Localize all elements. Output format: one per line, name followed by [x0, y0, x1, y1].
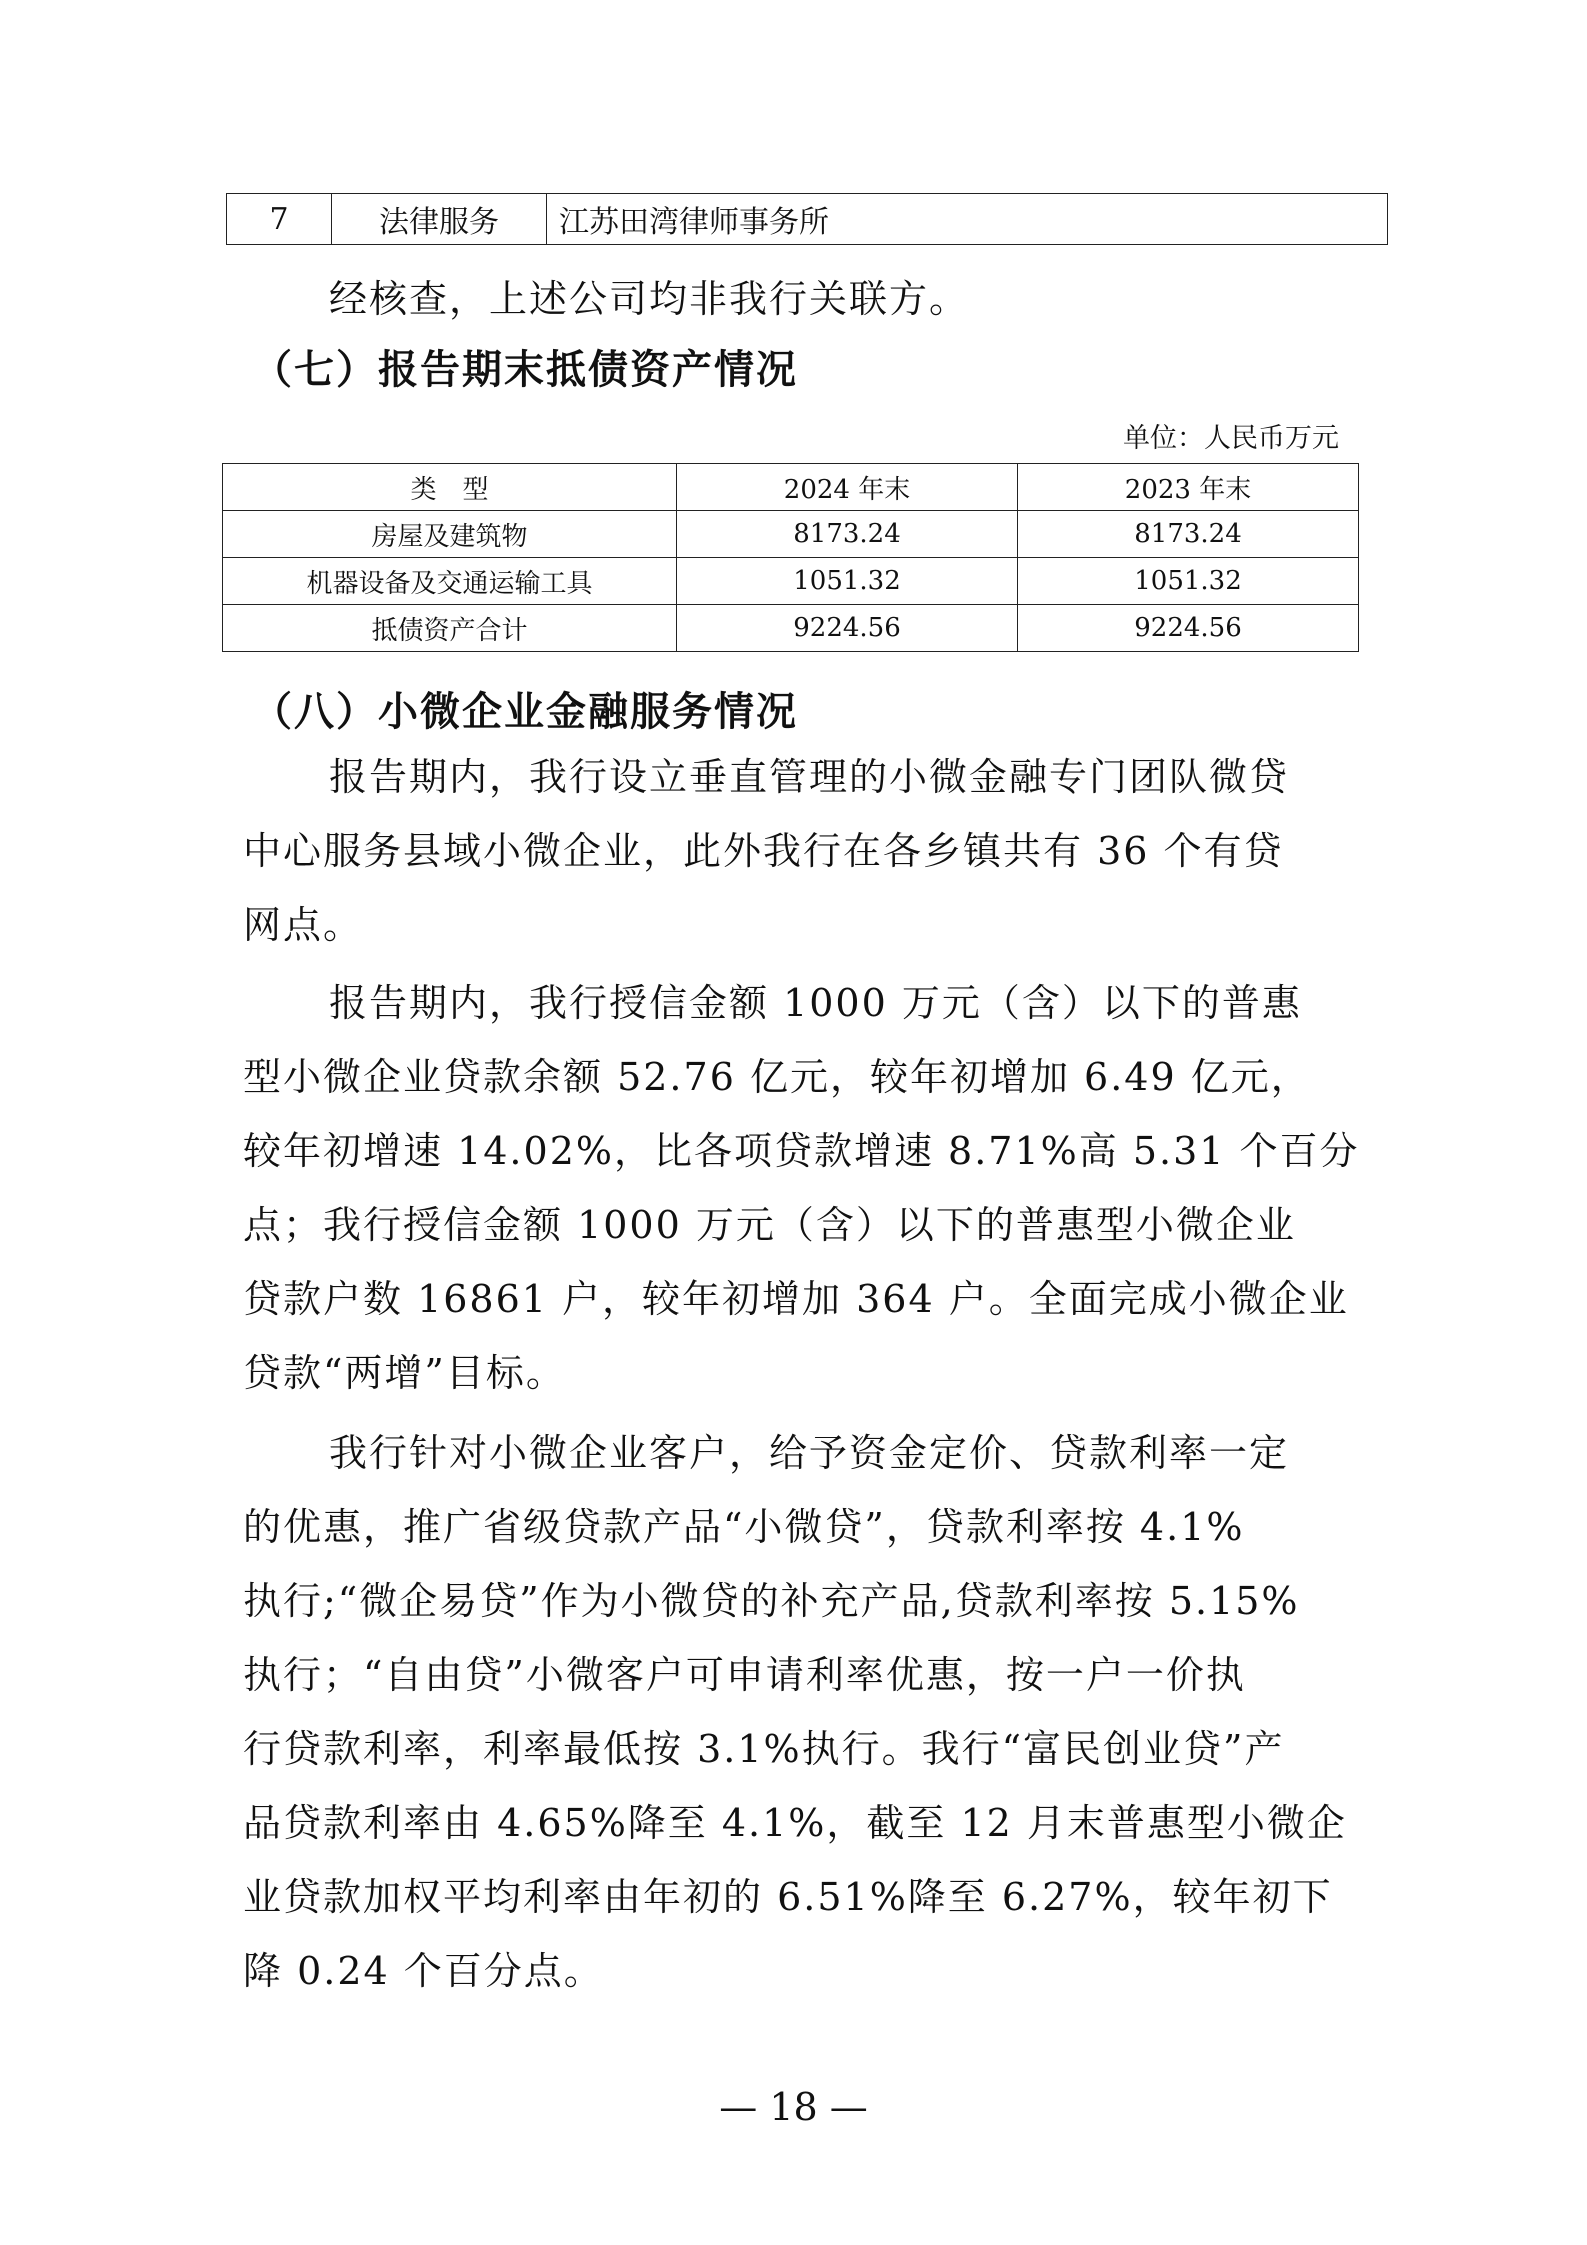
paragraph-1: 报告期内，我行设立垂直管理的小微金融专门团队微贷 中心服务县域小微企业，此外我行在各乡镇共有 36 个有贷 网点。: [243, 755, 1290, 947]
service-firm: 江苏田湾律师事务所: [547, 194, 1388, 245]
table-row: 机器设备及交通运输工具 1051.32 1051.32: [223, 558, 1359, 605]
table-row: [227, 194, 1388, 245]
paragraph-3: 我行针对小微企业客户，给予资金定价、贷款利率一定 的优惠，推广省级贷款产品“小微贷”，贷款利率按 4.1% 执行;“微企易贷”作为小微贷的补充产品,贷款利率按 5.15% 执行；“自由贷”小微客户可申请利率优惠，按一户一价执 行贷款利率，利率最低按 3.1%执行。我行“富民创业贷”产 品贷款利率由 4.65%降至 4.1%，截至 12 月末普惠型小微企 业贷款加权平均利率由年初的 6.51%降至 6.27%，较年初下 降 0.24 个百分点。: [243, 1431, 1347, 1993]
header-2024: 2024 年末: [677, 464, 1018, 511]
verification-note: 经核查，上述公司均非我行关联方。: [329, 277, 970, 321]
section-7-heading: （七）报告期末抵债资产情况: [252, 347, 798, 393]
foreclosed-assets-table: [222, 463, 1359, 652]
table-row: 抵债资产合计 9224.56 9224.56: [223, 605, 1359, 652]
header-type: 类 型: [223, 464, 677, 511]
service-category: 法律服务: [332, 194, 547, 245]
table-row: 房屋及建筑物 8173.24 8173.24: [223, 511, 1359, 558]
table-header-row: [223, 464, 1359, 511]
page-number: — 18 —: [719, 2085, 868, 2129]
paragraph-2: 报告期内，我行授信金额 1000 万元（含）以下的普惠 型小微企业贷款余额 52.76 亿元，较年初增加 6.49 亿元， 较年初增速 14.02%，比各项贷款增速 8.71%高 5.31 个百分 点；我行授信金额 1000 万元（含）以下的普惠型小微企业 贷款户数 16861 户，较年初增加 364 户。全面完成小微企业 贷款“两增”目标。: [243, 981, 1360, 1395]
unit-label: 单位：人民币万元: [1123, 423, 1339, 454]
row-number: 7: [227, 194, 332, 245]
section-8-heading: （八）小微企业金融服务情况: [252, 689, 798, 735]
header-2023: 2023 年末: [1018, 464, 1359, 511]
service-provider-table: [226, 193, 1388, 245]
